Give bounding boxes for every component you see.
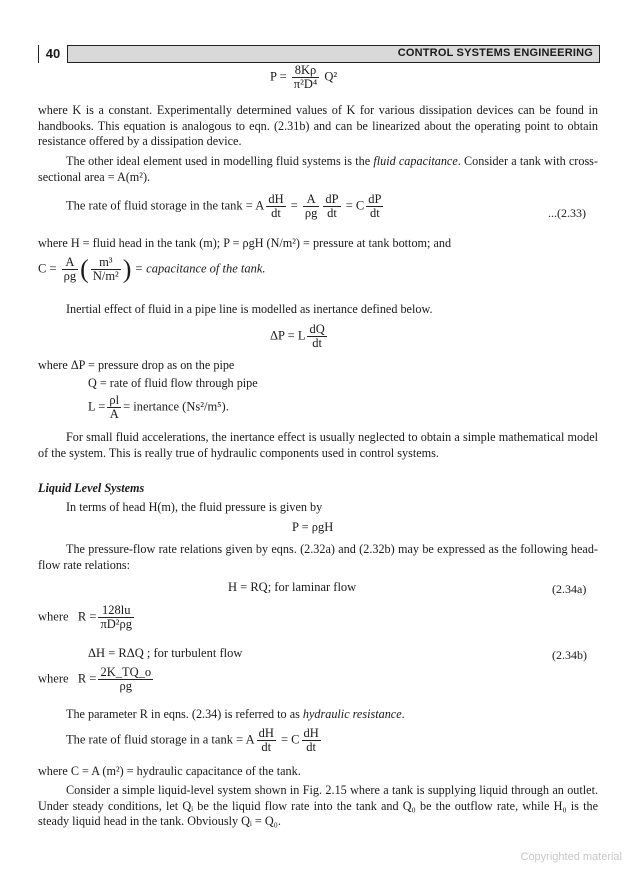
text-span: where bbox=[38, 609, 69, 624]
equation-number: (2.34b) bbox=[552, 648, 587, 662]
text-span: . bbox=[401, 707, 405, 721]
fraction-denominator: ρg bbox=[119, 679, 133, 693]
equation-rhs: = capacitance of the tank. bbox=[134, 261, 266, 276]
equation-lhs: P = bbox=[270, 69, 287, 84]
equation-lhs: R = bbox=[77, 671, 97, 686]
symbol: A bbox=[245, 732, 255, 747]
equation-label: The rate of fluid storage in the tank = bbox=[66, 198, 253, 213]
symbol: = bbox=[290, 198, 298, 213]
paragraph: Q = rate of fluid flow through pipe bbox=[88, 376, 258, 390]
copyright-notice: Copyrighted material bbox=[520, 851, 622, 863]
paragraph: For small fluid accelerations, the inertance effect is usually neglected to obtain a simple mathematical model of the system. This is really true of hydraulic components used in control systems. bbox=[38, 430, 598, 460]
fraction-denominator: ρg bbox=[63, 269, 77, 283]
emphasis: hydraulic resistance bbox=[302, 707, 402, 721]
equation-pressure bbox=[270, 64, 337, 91]
equation-pressure-head: P = ρgH bbox=[292, 520, 334, 534]
equation-laminar: H = RQ; for laminar flow bbox=[228, 580, 357, 594]
text-span: . Consider a tank with cross-sectional area = A(m²). bbox=[38, 154, 598, 184]
page-header bbox=[38, 45, 600, 63]
equation-inertance bbox=[270, 323, 329, 350]
equation-R-laminar bbox=[38, 604, 136, 631]
equation-lhs: R = bbox=[77, 609, 97, 624]
equation-lhs: L = bbox=[88, 399, 106, 414]
equation-turbulent: ΔH = RΔQ ; for turbulent flow bbox=[88, 646, 243, 660]
paragraph: Consider a simple liquid-level system shown in Fig. 2.15 where a tank is supplying liquid through an outlet. Under steady conditions, let Qᵢ be the liquid flow rate into the tank and Q₀ be the outflow rate, while H₀ is the steady liquid head in the tank. Obviously Qᵢ = Q₀. bbox=[38, 783, 598, 829]
emphasis: fluid capacitance bbox=[373, 154, 458, 168]
fraction-denominator: dt bbox=[271, 206, 281, 220]
fraction-numerator: dH bbox=[303, 726, 319, 740]
fraction-numerator: dH bbox=[268, 192, 284, 206]
fraction-numerator: A bbox=[62, 256, 79, 270]
fraction-denominator: A bbox=[109, 407, 119, 421]
fraction-numerator: 8Kρ bbox=[292, 64, 319, 78]
paragraph: In terms of head H(m), the fluid pressure is given by bbox=[66, 500, 323, 514]
paragraph: The pressure-flow rate relations given by eqns. (2.32a) and (2.32b) may be expressed as the following head-flow rate relations: bbox=[38, 542, 598, 572]
symbol: = C bbox=[281, 732, 300, 747]
fraction-denominator: dt bbox=[312, 336, 322, 350]
fraction-denominator: N/m² bbox=[92, 269, 119, 283]
fraction-denominator: πD²ρg bbox=[100, 617, 133, 631]
fraction-denominator: π²D⁴ bbox=[293, 77, 318, 91]
paragraph bbox=[66, 707, 405, 722]
paragraph: Inertial effect of fluid in a pipe line is modelled as inertance defined below. bbox=[66, 302, 433, 316]
equation-label: The rate of fluid storage in a tank = bbox=[66, 732, 244, 747]
text-span: where bbox=[38, 671, 69, 686]
symbol: = C bbox=[345, 198, 365, 213]
fraction-numerator: dP bbox=[325, 192, 339, 206]
paragraph: where K is a constant. Experimentally determined values of K for various dissipation devices can be found in handbooks. This equation is analogous to eqn. (2.31b) and can be linearized about the operating point to obtain resistance offered by a dissipation device. bbox=[38, 103, 598, 149]
fraction-denominator: dt bbox=[327, 206, 337, 220]
fraction-numerator: A bbox=[303, 193, 320, 207]
running-head: CONTROL SYSTEMS ENGINEERING bbox=[397, 47, 593, 59]
equation-capacitance: C = $\frac{A}{\rho g}$ ( $\frac{\text{m³}}{\text{N/m²}}$ ) = capacitance of the tank. bbox=[38, 254, 266, 284]
fraction-numerator: 128lu bbox=[98, 604, 134, 618]
equation-number: (2.34a) bbox=[552, 582, 587, 596]
fraction-denominator: ρg bbox=[304, 206, 318, 220]
equation-R-turbulent bbox=[38, 666, 155, 693]
equation-L bbox=[88, 394, 229, 421]
page-number: 40 bbox=[39, 45, 68, 63]
equation-lhs: C = bbox=[38, 261, 57, 276]
fraction-numerator: m³ bbox=[91, 256, 121, 270]
text-span: The other ideal element used in modelling fluid systems is the bbox=[66, 154, 374, 168]
fraction-numerator: ρl bbox=[109, 393, 120, 407]
paragraph bbox=[38, 154, 598, 185]
equation-rhs: Q² bbox=[324, 69, 338, 84]
equation-storage-rate bbox=[66, 193, 385, 220]
fraction-numerator: dP bbox=[368, 192, 382, 206]
fraction-denominator: dt bbox=[370, 206, 380, 220]
equation-number: ...(2.33) bbox=[548, 206, 586, 220]
paragraph: where H = fluid head in the tank (m); P = ρgH (N/m²) = pressure at tank bottom; and bbox=[38, 236, 452, 250]
equation-storage-rate-2 bbox=[66, 727, 323, 754]
fraction-denominator: dt bbox=[306, 740, 317, 754]
fraction-denominator: dt bbox=[261, 740, 272, 754]
paragraph: where C = A (m²) = hydraulic capacitance of the tank. bbox=[38, 764, 301, 778]
fraction-numerator: 2K_TQ_o bbox=[100, 665, 152, 679]
symbol: A bbox=[255, 198, 265, 213]
equation-rhs: = inertance (Ns²/m⁵). bbox=[123, 399, 229, 414]
section-heading: Liquid Level Systems bbox=[38, 481, 145, 495]
text-span: The parameter R in eqns. (2.34) is referred to as bbox=[66, 707, 303, 721]
equation-lhs: ΔP = L bbox=[270, 328, 306, 343]
fraction-numerator: dQ bbox=[309, 322, 325, 336]
paragraph: where ΔP = pressure drop as on the pipe bbox=[38, 358, 235, 372]
fraction-numerator: dH bbox=[258, 726, 274, 740]
